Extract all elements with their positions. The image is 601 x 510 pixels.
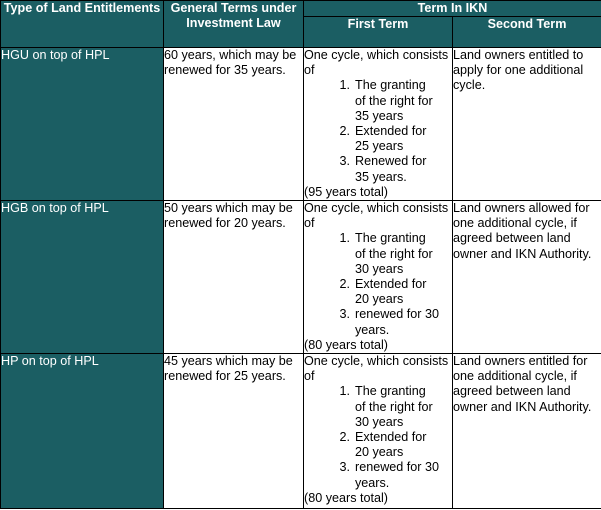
step-text: Extended for 20 years <box>355 430 427 460</box>
first-term-total: (80 years total) <box>304 337 388 352</box>
step-number: 1. <box>339 78 350 93</box>
first-term-intro: One cycle, which consists of <box>304 354 449 384</box>
step-number: 3. <box>339 154 350 169</box>
list-item <box>304 430 452 460</box>
step-number: 2. <box>339 124 350 139</box>
second-term-cell: Land owners entitled to apply for one additional cycle. <box>453 48 601 201</box>
list-item <box>304 277 452 307</box>
step-text: renewed for 30 years. <box>355 460 440 490</box>
step-text: The granting of the right for 35 years <box>355 78 433 123</box>
type-cell: HGB on top of HPL <box>1 201 164 354</box>
list-item <box>304 307 452 337</box>
first-term-cell <box>304 354 453 509</box>
step-text: renewed for 30 years. <box>355 307 440 337</box>
first-term-total: (95 years total) <box>304 184 388 199</box>
step-text: Extended for 25 years <box>355 124 427 154</box>
header-type-of-land-entitlements: Type of Land Entitlements <box>1 1 164 48</box>
list-item <box>304 384 452 430</box>
second-term-cell: Land owners entitled for one additional cycle, if agreed between land owner and IKN Authority. <box>453 354 601 509</box>
header-second-term: Second Term <box>453 17 601 48</box>
cycle-steps-list <box>304 384 452 490</box>
table-row <box>1 354 601 509</box>
step-number: 1. <box>339 384 350 399</box>
type-cell: HP on top of HPL <box>1 354 164 509</box>
general-terms-cell: 60 years, which may be renewed for 35 years. <box>164 48 304 201</box>
header-term-in-ikn: Term In IKN <box>304 1 601 17</box>
first-term-intro: One cycle, which consists of <box>304 48 449 78</box>
step-number: 1. <box>339 231 350 246</box>
step-number: 3. <box>339 460 350 475</box>
step-number: 2. <box>339 430 350 445</box>
first-term-total: (80 years total) <box>304 490 388 505</box>
list-item <box>304 78 452 124</box>
table-row <box>1 201 601 354</box>
step-text: Extended for 20 years <box>355 277 427 307</box>
step-number: 3. <box>339 307 350 322</box>
step-text: The granting of the right for 30 years <box>355 231 433 276</box>
cycle-steps-list <box>304 78 452 184</box>
first-term-cell <box>304 201 453 354</box>
general-terms-cell: 50 years which may be renewed for 20 years. <box>164 201 304 354</box>
list-item <box>304 231 452 277</box>
type-cell: HGU on top of HPL <box>1 48 164 201</box>
first-term-cell <box>304 48 453 201</box>
first-term-intro: One cycle, which consists of <box>304 201 449 231</box>
general-terms-cell: 45 years which may be renewed for 25 years. <box>164 354 304 509</box>
list-item <box>304 460 452 490</box>
step-text: The granting of the right for 30 years <box>355 384 433 429</box>
list-item <box>304 154 452 184</box>
second-term-cell: Land owners allowed for one additional cycle, if agreed between land owner and IKN Authority. <box>453 201 601 354</box>
header-general-terms: General Terms under Investment Law <box>164 1 304 48</box>
step-number: 2. <box>339 277 350 292</box>
table-row <box>1 48 601 201</box>
list-item <box>304 124 452 154</box>
header-first-term: First Term <box>304 17 453 48</box>
header-row-top <box>1 1 601 17</box>
step-text: Renewed for 35 years. <box>355 154 427 184</box>
cycle-steps-list <box>304 231 452 337</box>
